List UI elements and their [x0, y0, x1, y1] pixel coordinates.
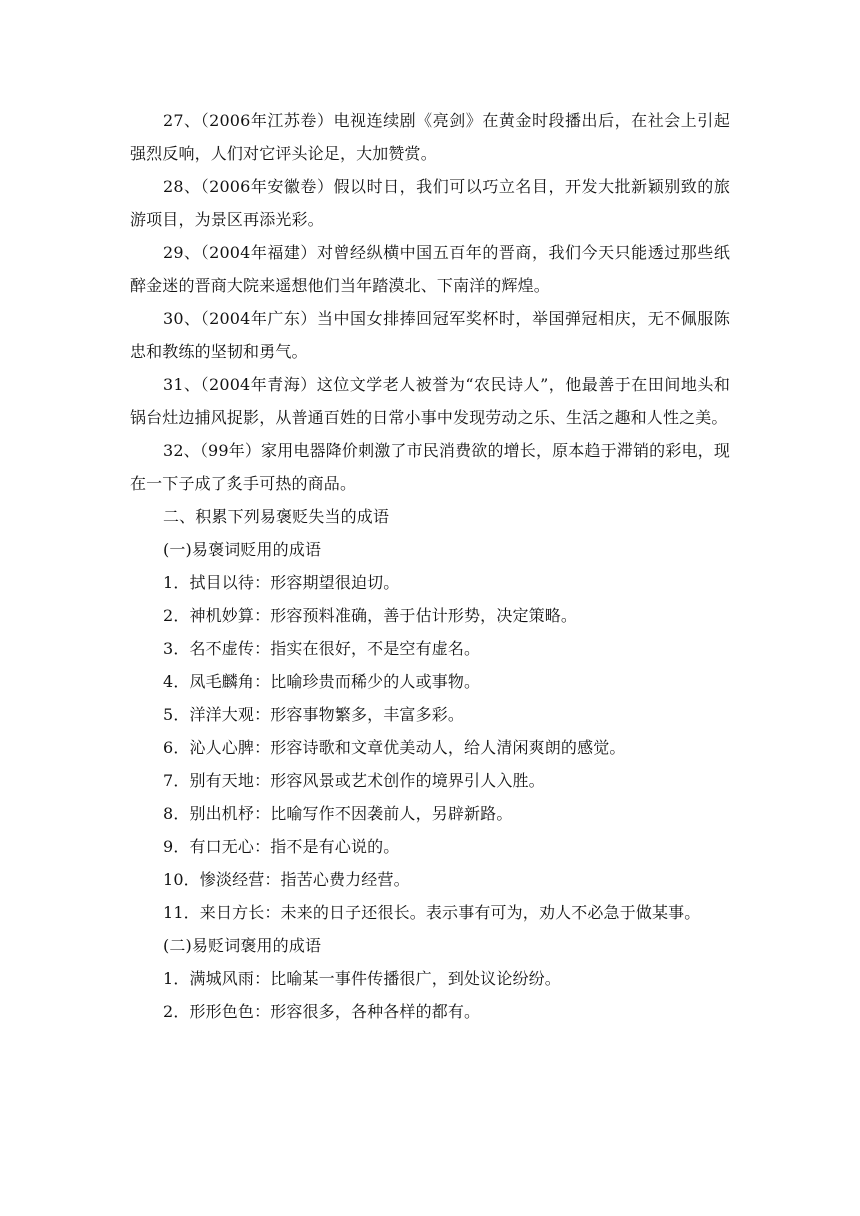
idiom-item: 8．别出机杼：比喻写作不因袭前人，另辟新路。	[163, 804, 513, 823]
idiom-item: 2．形形色色：形容很多，各种各样的都有。	[163, 1002, 481, 1021]
example-sentence-31: 31、（2004年青海）这位文学老人被誉为“农民诗人”，他最善于在田间地头和锅台灶边捕风捉影，从普通百姓的日常小事中发现劳动之乐、生活之趣和人性之美。	[130, 375, 730, 427]
section-heading: 二、积累下列易褒贬失当的成语	[163, 507, 390, 526]
example-sentence-28: 28、（2006年安徽卷）假以时日，我们可以巧立名目，开发大批新颖别致的旅游项目，为景区再添光彩。	[130, 177, 730, 229]
example-sentence-32: 32、（99年）家用电器降价刺激了市民消费欲的增长，原本趋于滞销的彩电，现在一下子成了炙手可热的商品。	[130, 441, 730, 493]
group-two-heading: (二)易贬词褒用的成语	[163, 936, 322, 955]
group-one-heading: (一)易褒词贬用的成语	[163, 540, 322, 559]
idiom-item: 1．满城风雨：比喻某一事件传播很广，到处议论纷纷。	[163, 969, 561, 988]
idiom-item: 10．惨淡经营：指苦心费力经营。	[163, 870, 410, 889]
idiom-item: 2．神机妙算：形容预料准确，善于估计形势，决定策略。	[163, 606, 578, 625]
idiom-item: 5．洋洋大观：形容事物繁多，丰富多彩。	[163, 705, 465, 724]
document-body	[130, 104, 730, 1028]
example-sentence-27: 27、（2006年江苏卷）电视连续剧《亮剑》在黄金时段播出后，在社会上引起强烈反响，人们对它评头论足，大加赞赏。	[130, 111, 730, 163]
idiom-item: 4．凤毛麟角：比喻珍贵而稀少的人或事物。	[163, 672, 481, 691]
example-sentence-30: 30、（2004年广东）当中国女排捧回冠军奖杯时，举国弹冠相庆，无不佩服陈忠和教练的坚韧和勇气。	[130, 309, 730, 361]
idiom-item: 9．有口无心：指不是有心说的。	[163, 837, 400, 856]
idiom-item: 11．来日方长：未来的日子还很长。表示事有可为，劝人不必急于做某事。	[163, 903, 701, 922]
idiom-item: 1．拭目以待：形容期望很迫切。	[163, 573, 400, 592]
idiom-item: 3．名不虚传：指实在很好，不是空有虚名。	[163, 639, 481, 658]
idiom-item: 7．别有天地：形容风景或艺术创作的境界引人入胜。	[163, 771, 545, 790]
idiom-item: 6．沁人心脾：形容诗歌和文章优美动人，给人清闲爽朗的感觉。	[163, 738, 626, 757]
example-sentence-29: 29、（2004年福建）对曾经纵横中国五百年的晋商，我们今天只能透过那些纸醉金迷的晋商大院来遥想他们当年踏漠北、下南洋的辉煌。	[130, 243, 730, 295]
